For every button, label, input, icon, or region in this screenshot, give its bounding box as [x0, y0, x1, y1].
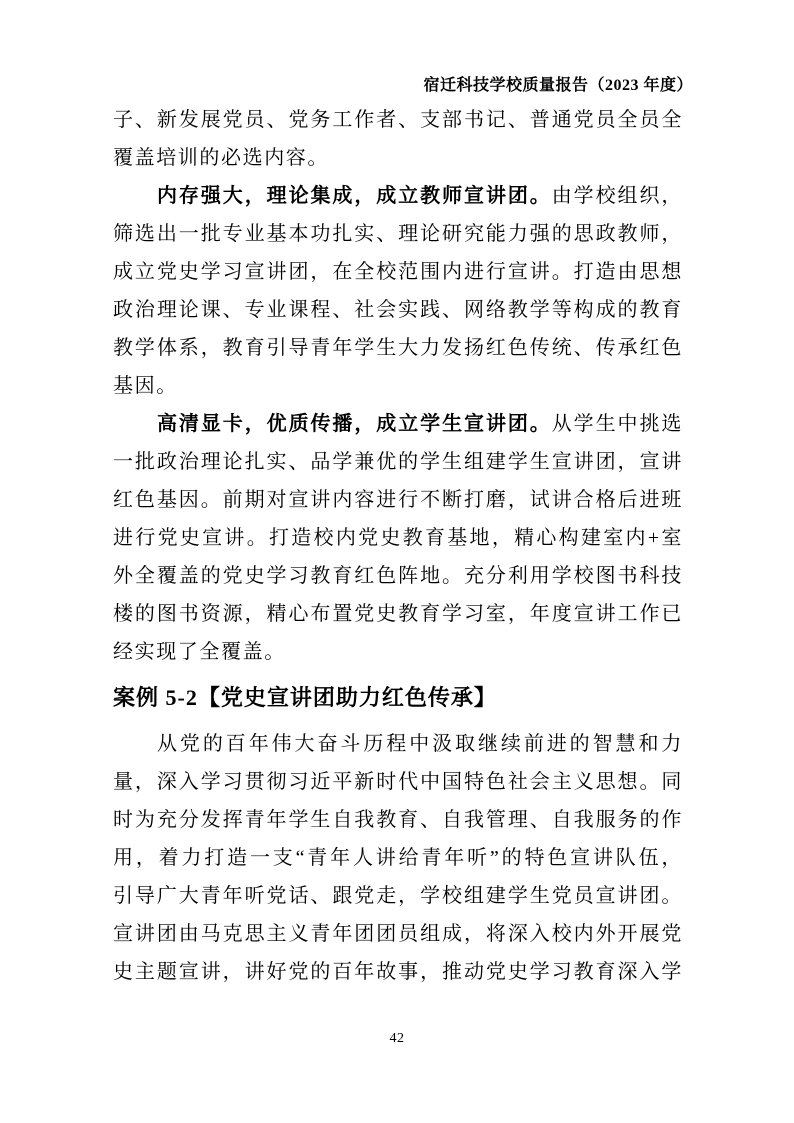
- case-heading: [113, 671, 683, 725]
- text-segment: 案例 5-2【党史宣讲团助力红色传承】: [113, 685, 497, 710]
- text-segment: 高清显卡，优质传播，成立学生宣讲团。: [157, 413, 552, 435]
- text-line: [113, 915, 683, 953]
- text-line: [113, 725, 683, 763]
- text-segment: 时为充分发挥青年学生自我教育、自我管理、自我服务的作: [113, 809, 683, 831]
- text-line: [113, 801, 683, 839]
- text-segment: 引导广大青年听党话、跟党走，学校组建学生党员宣讲团。: [113, 885, 683, 907]
- text-line: [113, 877, 683, 915]
- text-segment: 从学生中挑选: [551, 413, 683, 435]
- text-segment: 经实现了全覆盖。: [113, 641, 286, 663]
- text-line: [113, 481, 683, 519]
- text-segment: 成立党史学习宣讲团，在全校范围内进行宣讲。打造由思想: [113, 261, 683, 283]
- text-segment: 红色基因。前期对宣讲内容进行不断打磨，试讲合格后进班: [113, 489, 683, 511]
- text-segment: 用，着力打造一支“青年人讲给青年听”的特色宣讲队伍，: [113, 847, 683, 869]
- text-line: [113, 763, 683, 801]
- text-segment: 基因。: [113, 375, 178, 397]
- page-header: 宿迁科技学校质量报告（2023 年度）: [423, 77, 693, 94]
- text-line: [113, 953, 683, 991]
- text-segment: 量，深入学习贯彻习近平新时代中国特色社会主义思想。同: [113, 771, 683, 793]
- text-segment: 史主题宣讲，讲好党的百年故事，推动党史学习教育深入学: [113, 961, 683, 983]
- text-segment: 政治理论课、专业课程、社会实践、网络教学等构成的教育: [113, 299, 683, 321]
- text-segment: 教学体系，教育引导青年学生大力发扬红色传统、传承红色: [113, 337, 683, 359]
- text-line: [113, 101, 683, 139]
- text-segment: 子、新发展党员、党务工作者、支部书记、普通党员全员全: [113, 109, 683, 131]
- text-segment: 进行党史宣讲。打造校内党史教育基地，精心构建室内+室: [113, 527, 683, 549]
- text-line: [113, 367, 683, 405]
- text-line: [113, 139, 683, 177]
- text-line: [113, 557, 683, 595]
- text-line: [113, 443, 683, 481]
- text-line: [113, 633, 683, 671]
- text-line: [113, 253, 683, 291]
- text-line: [113, 519, 683, 557]
- text-line: [113, 405, 683, 443]
- text-segment: 覆盖培训的必选内容。: [113, 147, 329, 169]
- text-segment: 楼的图书资源，精心布置党史教育学习室，年度宣讲工作已: [113, 603, 683, 625]
- text-segment: 宣讲团由马克思主义青年团团员组成，将深入校内外开展党: [113, 923, 683, 945]
- text-line: [113, 177, 683, 215]
- content-area: [113, 101, 683, 991]
- text-line: [113, 291, 683, 329]
- text-line: [113, 329, 683, 367]
- page-number: 42: [389, 1031, 405, 1046]
- text-segment: 外全覆盖的党史学习教育红色阵地。充分利用学校图书科技: [113, 565, 683, 587]
- text-segment: 由学校组织，: [551, 185, 683, 207]
- text-segment: 一批政治理论扎实、品学兼优的学生组建学生宣讲团，宣讲: [113, 451, 683, 473]
- text-segment: 筛选出一批专业基本功扎实、理论研究能力强的思政教师，: [113, 223, 683, 245]
- text-line: [113, 595, 683, 633]
- text-segment: 从党的百年伟大奋斗历程中汲取继续前进的智慧和力: [157, 733, 683, 755]
- text-segment: 内存强大，理论集成，成立教师宣讲团。: [157, 185, 552, 207]
- text-line: [113, 215, 683, 253]
- text-line: [113, 839, 683, 877]
